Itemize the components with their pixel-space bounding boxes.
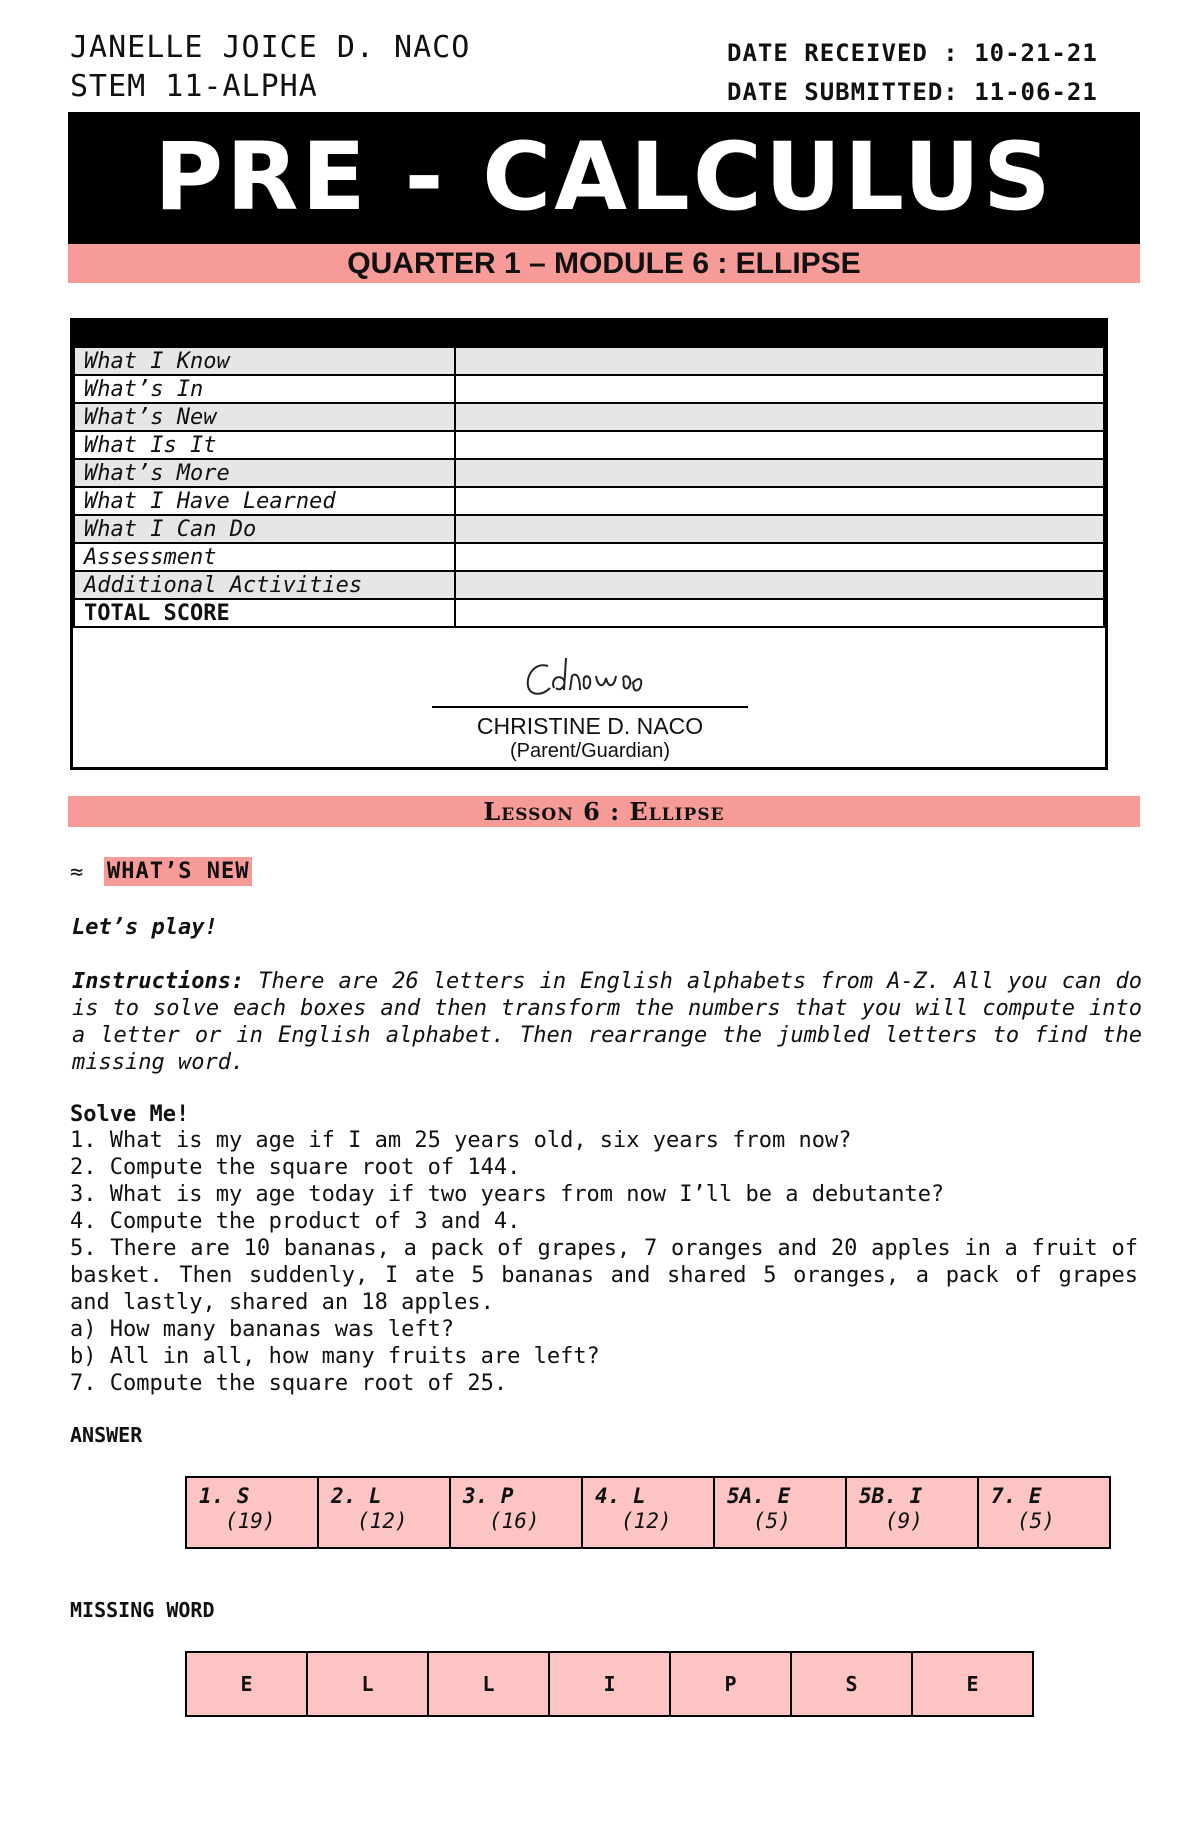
answer-number: (5)	[1017, 1509, 1055, 1533]
answer-key: 5B. I	[859, 1484, 923, 1508]
table-row	[74, 515, 1104, 543]
missing-letter: L	[428, 1652, 549, 1716]
score-row-label: What Is It	[74, 431, 455, 459]
question-list	[70, 1127, 1138, 1397]
answer-key: 7. E	[991, 1484, 1042, 1508]
score-cell	[455, 459, 1104, 487]
signer-role: (Parent/Guardian)	[509, 740, 671, 762]
score-cell	[455, 375, 1104, 403]
answer-cell	[846, 1477, 978, 1548]
score-row-label: Assessment	[74, 543, 455, 571]
page-title: PRE - CALCULUS	[68, 112, 1140, 244]
table-row	[74, 571, 1104, 599]
answer-key: 3. P	[463, 1484, 514, 1508]
score-row-label: What’s More	[74, 459, 455, 487]
solve-me-heading: Solve Me!	[70, 1102, 190, 1127]
question-item: 1. What is my age if I am 25 years old, six years from now?	[70, 1128, 852, 1153]
answer-heading: ANSWER	[70, 1423, 143, 1447]
student-section: STEM 11-ALPHA	[70, 69, 318, 104]
question-item: b) All in all, how many fruits are left?	[70, 1344, 600, 1369]
score-row-label: What I Know	[74, 347, 455, 375]
signer-name: CHRISTINE D. NACO	[476, 713, 704, 739]
answer-cell	[714, 1477, 846, 1548]
score-cell	[455, 571, 1104, 599]
answer-cell	[582, 1477, 714, 1548]
missing-letter: E	[912, 1652, 1033, 1716]
score-cell	[455, 543, 1104, 571]
date-submitted: DATE SUBMITTED: 11-06-21	[727, 78, 1098, 106]
question-item: 7. Compute the square root of 25.	[70, 1371, 508, 1396]
score-row-label: What I Can Do	[74, 515, 455, 543]
table-row	[74, 403, 1104, 431]
score-row-label: What I Have Learned	[74, 487, 455, 515]
question-item: 3. What is my age today if two years from now I’ll be a debutante?	[70, 1182, 945, 1207]
answer-key: 4. L	[595, 1484, 646, 1508]
answer-cell	[450, 1477, 582, 1548]
answer-number: (9)	[885, 1509, 923, 1533]
lets-play-heading: Let’s play!	[72, 915, 218, 940]
score-row-label: What’s New	[74, 403, 455, 431]
answer-key: 5A. E	[727, 1484, 791, 1508]
score-table-header	[70, 318, 1108, 346]
section-label: WHAT’S NEW	[104, 857, 252, 886]
answer-key: 2. L	[331, 1484, 382, 1508]
score-cell	[455, 347, 1104, 375]
missing-letter: S	[791, 1652, 912, 1716]
missing-letter: I	[549, 1652, 670, 1716]
answer-cell	[978, 1477, 1110, 1548]
answer-cell	[186, 1477, 318, 1548]
total-score-row	[74, 599, 1104, 627]
question-item: 2. Compute the square root of 144.	[70, 1155, 521, 1180]
score-row-label: Additional Activities	[74, 571, 455, 599]
question-item: a) How many bananas was left?	[70, 1317, 455, 1342]
table-row	[186, 1652, 1033, 1716]
missing-word-heading: MISSING WORD	[70, 1598, 215, 1622]
answer-number: (12)	[357, 1509, 408, 1533]
table-row	[186, 1477, 1110, 1548]
table-row	[74, 375, 1104, 403]
score-row-label: What’s In	[74, 375, 455, 403]
score-cell	[455, 403, 1104, 431]
question-item: 5. There are 10 bananas, a pack of grapes, 7 oranges and 20 apples in a fruit of basket. Then suddenly, I ate 5 bananas and shared 5 oranges, a pack of grapes and lastly, shared an 18 apples.	[70, 1236, 1138, 1315]
module-subtitle: QUARTER 1 – MODULE 6 : ELLIPSE	[68, 244, 1140, 283]
table-row	[74, 543, 1104, 571]
score-table	[73, 346, 1105, 628]
answer-number: (16)	[489, 1509, 540, 1533]
total-score-cell	[455, 599, 1104, 627]
approx-icon: ≈	[70, 860, 84, 885]
answer-number: (12)	[621, 1509, 672, 1533]
table-row	[74, 487, 1104, 515]
answer-cell	[318, 1477, 450, 1548]
signature-image	[520, 648, 660, 708]
missing-word-table	[185, 1651, 1034, 1717]
date-header	[727, 34, 1098, 112]
score-cell	[455, 515, 1104, 543]
student-name: JANELLE JOICE D. NACO	[70, 30, 471, 65]
answer-table	[185, 1476, 1111, 1549]
missing-letter: E	[186, 1652, 307, 1716]
score-cell	[455, 487, 1104, 515]
date-received: DATE RECEIVED : 10-21-21	[727, 39, 1098, 67]
missing-letter: L	[307, 1652, 428, 1716]
table-row	[74, 347, 1104, 375]
question-item: 4. Compute the product of 3 and 4.	[70, 1209, 521, 1234]
answer-number: (5)	[753, 1509, 791, 1533]
lesson-title: Lesson 6 : Ellipse	[68, 796, 1140, 827]
table-row	[74, 431, 1104, 459]
student-header	[70, 28, 470, 106]
instructions-label: Instructions:	[72, 969, 245, 994]
table-row	[74, 459, 1104, 487]
score-cell	[455, 431, 1104, 459]
answer-key: 1. S	[199, 1484, 250, 1508]
missing-letter: P	[670, 1652, 791, 1716]
answer-number: (19)	[225, 1509, 276, 1533]
total-score-label: TOTAL SCORE	[74, 599, 455, 627]
instructions-text: There are 26 letters in English alphabets from A-Z. All you can do is to solve each boxes and then transform the numbers that you will compute into a letter or in English alphabet. Then rearrange the jumbled letters to find the missing word.	[72, 969, 1142, 1075]
signature-line	[432, 706, 748, 708]
instructions-paragraph	[72, 968, 1142, 1076]
